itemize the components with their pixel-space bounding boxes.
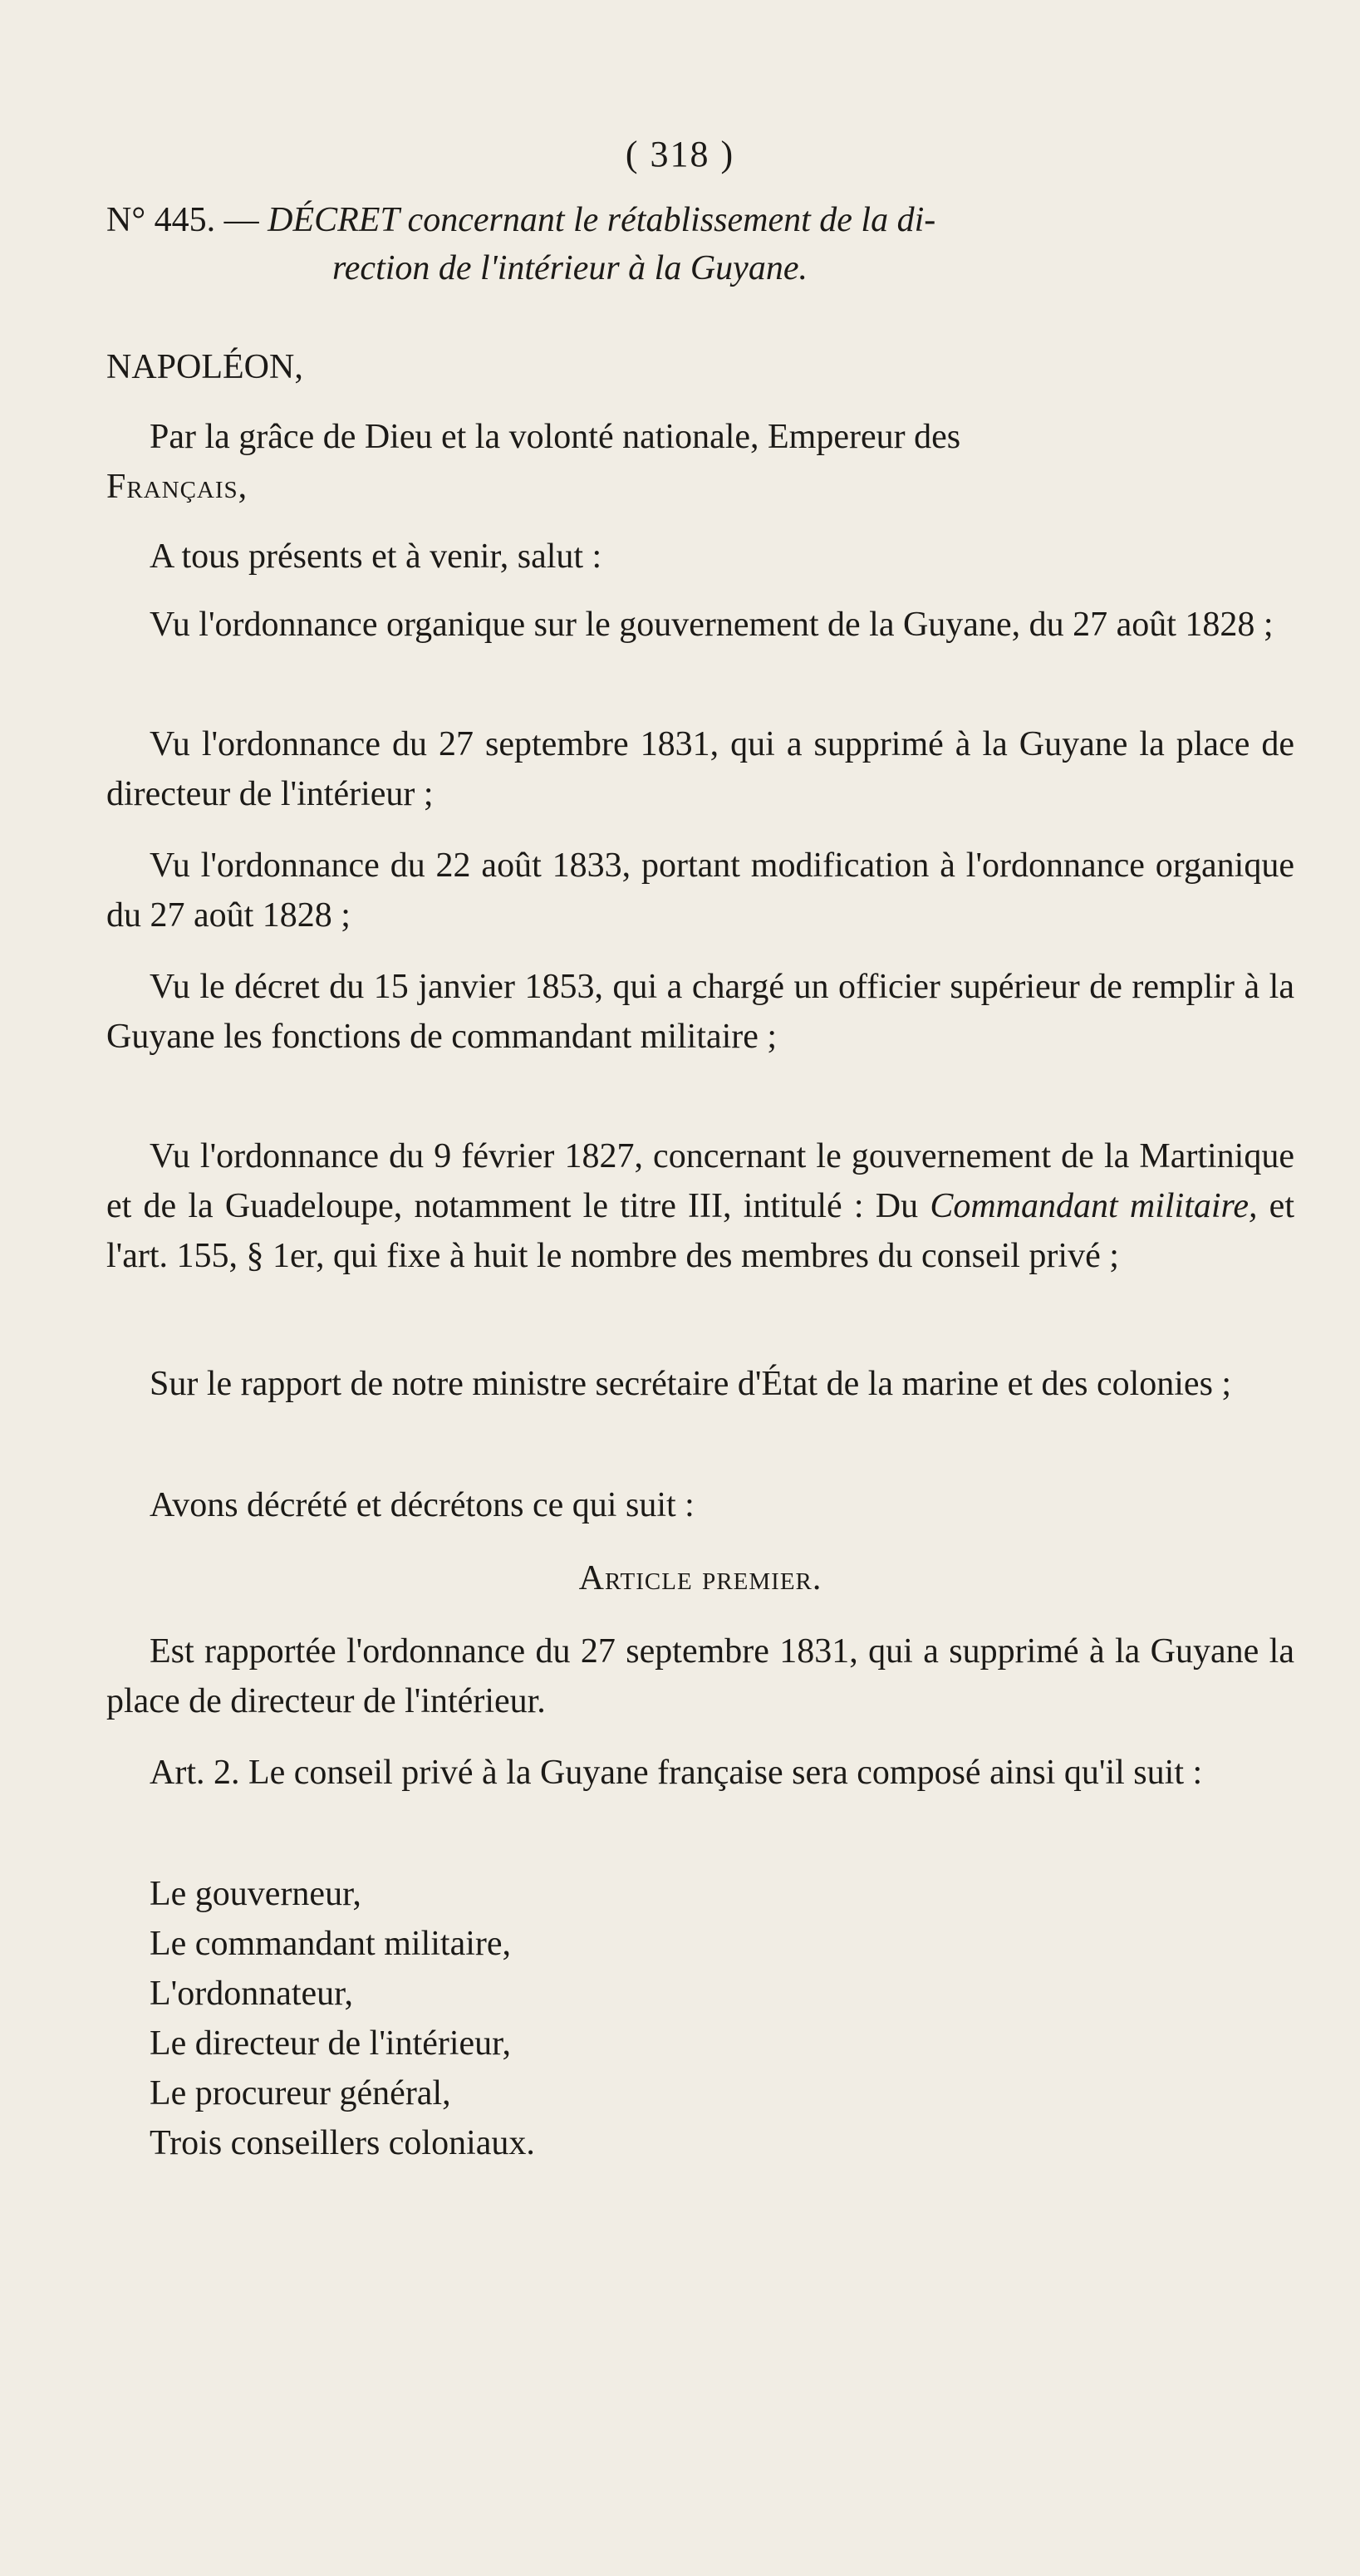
vu-paragraph-1: Vu l'ordonnance organique sur le gouvernement de la Guyane, du 27 août 1828 ;	[150, 606, 1274, 644]
salut-line: A tous présents et à venir, salut :	[150, 537, 602, 576]
article-1-text: Est rapportée l'ordonnance du 27 septembre 1831, qui a supprimé à la Guyane la place de directeur de l'intérieur.	[106, 1632, 1294, 1720]
decree-number: N° 445.	[106, 201, 216, 239]
vu-paragraph-2: Vu l'ordonnance du 27 septembre 1831, qui a supprimé à la Guyane la place de directeur de l'intérieur ;	[106, 725, 1294, 813]
member-item: Le commandant militaire,	[150, 1925, 512, 1963]
sovereign-name: NAPOLÉON,	[106, 348, 303, 386]
article-2-text: Art. 2. Le conseil privé à la Guyane française sera composé ainsi qu'il suit :	[150, 1754, 1203, 1792]
vu5-text-b: et l'art. 155, § 1er, qui fixe à huit le nombre des membres du conseil privé ;	[106, 1187, 1294, 1275]
council-members-list	[106, 1869, 1294, 2168]
member-item: Le gouverneur,	[150, 1875, 361, 1913]
rapport-paragraph: Sur le rapport de notre ministre secrétaire d'État de la marine et des colonies ;	[150, 1365, 1232, 1403]
avons-line: Avons décrété et décrétons ce qui suit :	[150, 1486, 695, 1524]
grace-line-1: Par la grâce de Dieu et la volonté nationale, Empereur des	[150, 418, 961, 456]
decree-title	[106, 196, 1336, 292]
page-number: ( 318 )	[625, 134, 735, 174]
title-dash: —	[215, 201, 268, 239]
member-item: L'ordonnateur,	[150, 1975, 353, 2013]
member-item: Le directeur de l'intérieur,	[150, 2024, 511, 2063]
vu-paragraph-5	[106, 1131, 1294, 1281]
vu5-text-a: Vu l'ordonnance du 9 février 1827, concernant le gouvernement de la Martinique et de la Guadeloupe, notamment le titre III, intitulé : Du	[106, 1137, 1294, 1225]
member-item: Le procureur général,	[150, 2074, 451, 2112]
title-line-2: rection de l'intérieur à la Guyane.	[332, 249, 808, 287]
grace-line-2: Français,	[106, 468, 248, 506]
article-premier-heading: Article premier.	[578, 1559, 822, 1597]
member-item: Trois conseillers coloniaux.	[150, 2124, 535, 2162]
vu-paragraph-3: Vu l'ordonnance du 22 août 1833, portant modification à l'ordonnance organique du 27 août 1828 ;	[106, 846, 1294, 935]
vu5-italic: Commandant militaire,	[930, 1187, 1258, 1225]
grace-formula	[106, 412, 1294, 512]
vu-paragraph-4: Vu le décret du 15 janvier 1853, qui a chargé un officier supérieur de remplir à la Guyane les fonctions de commandant militaire ;	[106, 968, 1294, 1056]
title-line-1: DÉCRET concernant le rétablissement de la di-	[268, 201, 936, 239]
